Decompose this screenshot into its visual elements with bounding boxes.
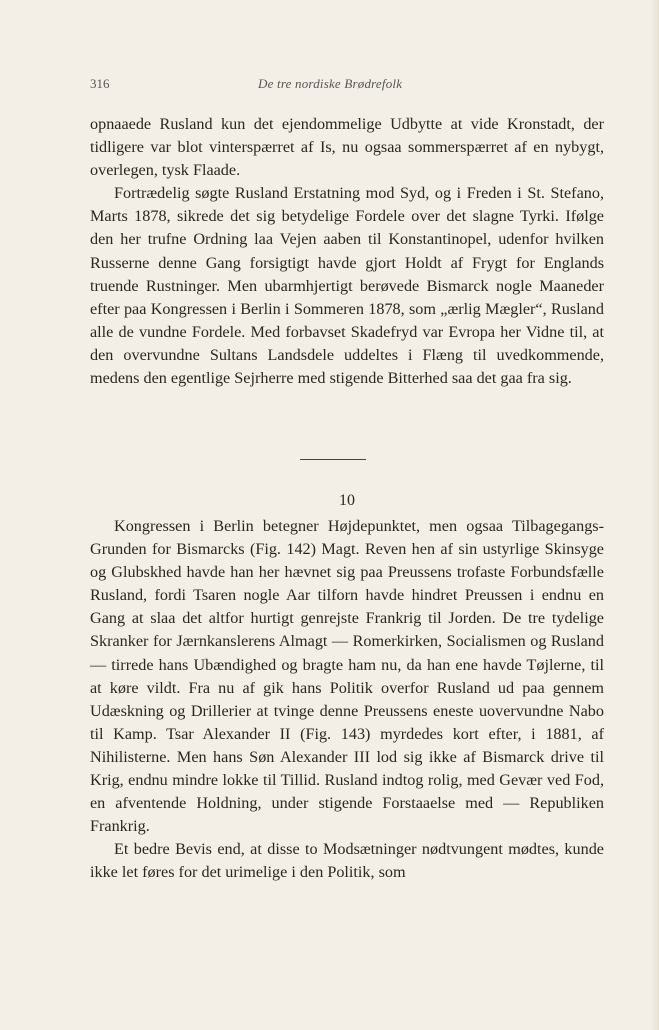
page-edge-shadow: [651, 0, 659, 1030]
paragraph: Fortrædelig søgte Rusland Erstatning mod Syd, og i Freden i St. Stefano, Marts 1878, sikrede det sig betydelige Fordele over det slagne Tyrki. Ifølge den her trufne Ordning laa Vejen aaben til Konstantinopel, udenfor hvilken Russerne denne Gang forsigtigt havde gjort Holdt af Frygt for Englands truende Rustninger. Men ubarmhjertigt berøvede Bismarck nogle Maaneder efter paa Kongressen i Berlin i Sommeren 1878, som „ærlig Mægler“, Rusland alle de vundne Fordele. Med forbavset Skadefryd var Evropa her Vidne til, at den overvundne Sultans Landsdele uddeltes i Flæng til uvedkommende, medens den egentlige Sejrherre med stigende Bitterhed saa det gaa fra sig.: [90, 184, 604, 388]
paragraph: opnaaede Rusland kun det ejendommelige Udbytte at vide Kronstadt, der tidligere var blot vinterspærret af Is, nu ogsaa sommerspærret af en nybygt, overlegen, tysk Flaade.: [90, 115, 604, 180]
running-title: De tre nordiske Brødrefolk: [258, 76, 403, 91]
page-number: 316: [90, 76, 110, 91]
section-number: 10: [339, 492, 355, 509]
text-block-section-10: [90, 515, 604, 885]
paragraph: Kongressen i Berlin betegner Højdepunktet, men ogsaa Tilbagegangs-Grunden for Bismarcks (Fig. 142) Magt. Reven hen af sin ustyrlige Skinsyge og Glubskhed havde han her hævnet sig paa Preussens trofaste Forbundsfælle Rusland, fordi Tsaren nogle Aar tilforn havde hindret Preussen i endnu en Gang at slaa det altfor hurtigt genrejste Frankrig til Jorden. De tre tydelige Skranker for Jærnkanslerens Almagt — Romerkirken, Socialismen og Rusland — tirrede hans Ubændighed og bragte ham nu, da han ene havde Tøjlerne, til at køre vildt. Fra nu af gik hans Politik overfor Rusland ud paa gennem Udæskning og Drillerier at tvinge denne Preussens eneste uovervundne Nabo til Kamp. Tsar Alexander II (Fig. 143) myrdedes kort efter, i 1881, af Nihilisterne. Men hans Søn Alexander III lod sig ikke af Bismarck drive til Krig, endnu mindre lokke til Tillid. Rusland indtog rolig, med Gevær ved Fod, en afventende Holdning, under stigende Forstaaelse med — Republiken Frankrig.: [90, 517, 604, 836]
section-divider: [300, 459, 366, 460]
text-block-before-section: [90, 113, 604, 390]
paragraph: Et bedre Bevis end, at disse to Modsætninger nødtvungent mødtes, kunde ikke let føres for det urimelige i den Politik, som: [90, 840, 604, 882]
